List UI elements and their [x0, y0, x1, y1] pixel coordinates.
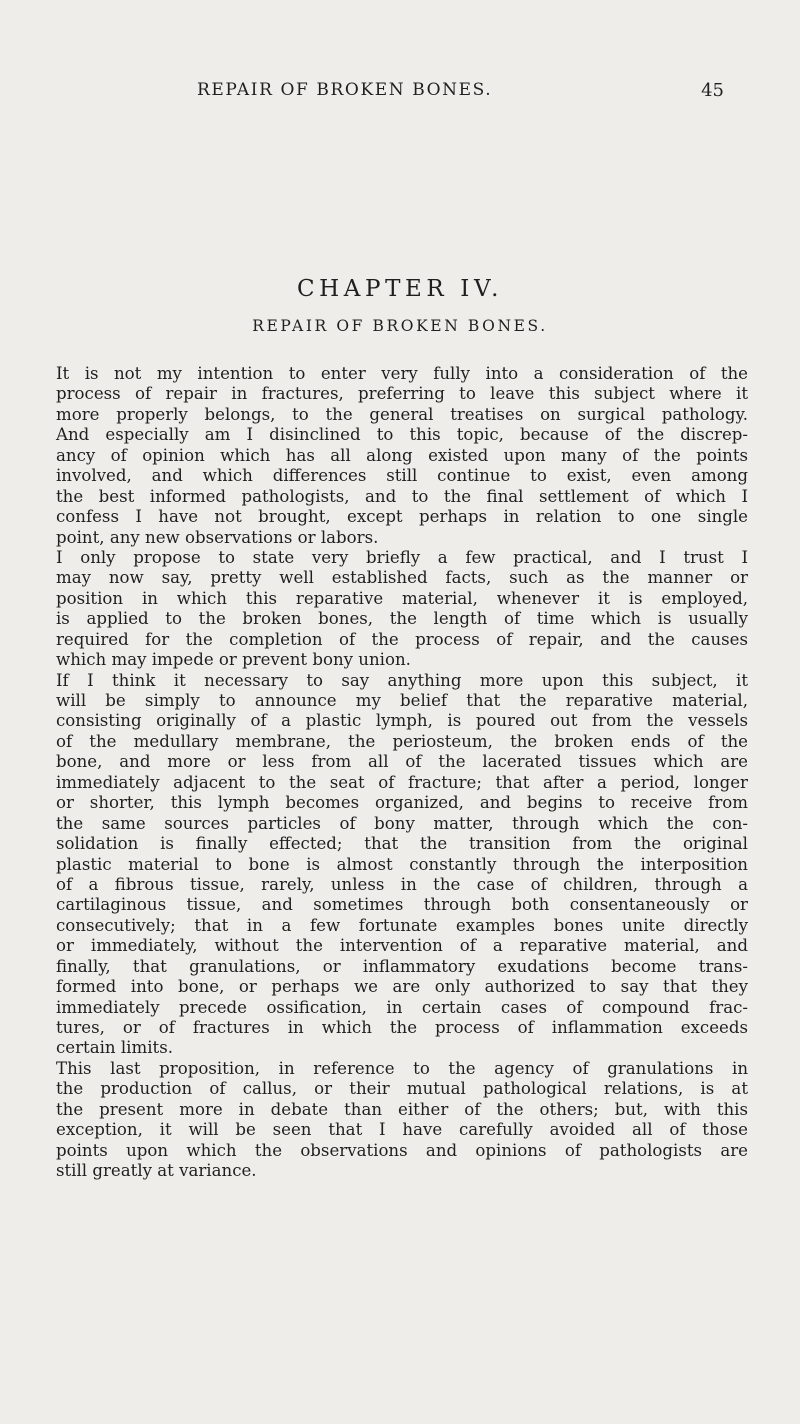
text-line: or shorter, this lymph becomes organized, and begins to receive from — [56, 793, 748, 813]
page-number: 45 — [701, 80, 724, 101]
text-line: the present more in debate than either of the others; but, with this — [56, 1099, 748, 1119]
text-line: involved, and which differences still continue to exist, even among — [56, 466, 748, 486]
running-title: REPAIR OF BROKEN BONES. — [197, 80, 493, 100]
text-line: consisting originally of a plastic lymph, is poured out from the vessels — [56, 711, 748, 731]
text-line: the best informed pathologists, and to the final settlement of which I — [56, 486, 748, 506]
text-line: of the medullary membrane, the periosteum, the broken ends of the — [56, 731, 748, 751]
text-line: And especially am I disinclined to this topic, because of the discrep- — [56, 425, 748, 445]
text-line: cartilaginous tissue, and sometimes through both consentaneously or — [56, 895, 748, 915]
text-line: of a fibrous tissue, rarely, unless in the case of children, through a — [56, 874, 748, 894]
text-line: If I think it necessary to say anything more upon this subject, it — [56, 670, 748, 690]
body-text — [56, 364, 748, 1182]
text-line: ancy of opinion which has all along existed upon many of the points — [56, 445, 748, 465]
text-line: position in which this reparative material, whenever it is employed, — [56, 588, 748, 608]
text-line: immediately adjacent to the seat of fracture; that after a period, longer — [56, 772, 748, 792]
text-line: bone, and more or less from all of the lacerated tissues which are — [56, 752, 748, 772]
text-line: points upon which the observations and opinions of pathologists are — [56, 1140, 748, 1160]
chapter-heading: CHAPTER IV. — [296, 276, 504, 302]
text-line: the same sources particles of bony matter, through which the con- — [56, 813, 748, 833]
text-line: confess I have not brought, except perhaps in relation to one single — [56, 507, 748, 527]
text-line: formed into bone, or perhaps we are only authorized to say that they — [56, 977, 748, 997]
text-line: exception, it will be seen that I have carefully avoided all of those — [56, 1120, 748, 1140]
text-line: required for the completion of the process of repair, and the causes — [56, 629, 748, 649]
text-line: process of repair in fractures, preferring to leave this subject where it — [56, 384, 748, 404]
text-line: solidation is finally effected; that the transition from the original — [56, 834, 748, 854]
text-line: will be simply to announce my belief that the reparative material, — [56, 691, 748, 710]
text-line: still greatly at variance. — [56, 1161, 257, 1181]
text-line: is applied to the broken bones, the length of time which is usually — [56, 609, 748, 629]
text-line: consecutively; that in a few fortunate examples bones unite directly — [56, 915, 748, 935]
text-line: It is not my intention to enter very fully into a consideration of the — [56, 364, 748, 383]
text-line: point, any new observations or labors. — [56, 527, 379, 547]
text-line: the production of callus, or their mutual pathological relations, is at — [56, 1079, 748, 1099]
text-line: may now say, pretty well established facts, such as the manner or — [56, 568, 748, 588]
text-line: I only propose to state very briefly a few practical, and I trust I — [56, 547, 748, 567]
text-line: or immediately, without the intervention of a reparative material, and — [56, 936, 748, 956]
text-line: finally, that granulations, or inflammatory exudations become trans- — [56, 956, 748, 976]
chapter-subtitle: REPAIR OF BROKEN BONES. — [252, 317, 548, 335]
running-head — [0, 80, 800, 104]
text-line: This last proposition, in reference to the agency of granulations in — [56, 1058, 748, 1078]
text-line: more properly belongs, to the general treatises on surgical pathology. — [56, 404, 748, 424]
text-line: plastic material to bone is almost constantly through the interposition — [56, 854, 748, 874]
text-line: immediately precede ossification, in certain cases of compound frac- — [56, 997, 748, 1017]
text-line: certain limits. — [56, 1038, 173, 1058]
text-line: which may impede or prevent bony union. — [56, 650, 411, 670]
text-line: tures, or of fractures in which the process of inflammation exceeds — [56, 1018, 748, 1037]
